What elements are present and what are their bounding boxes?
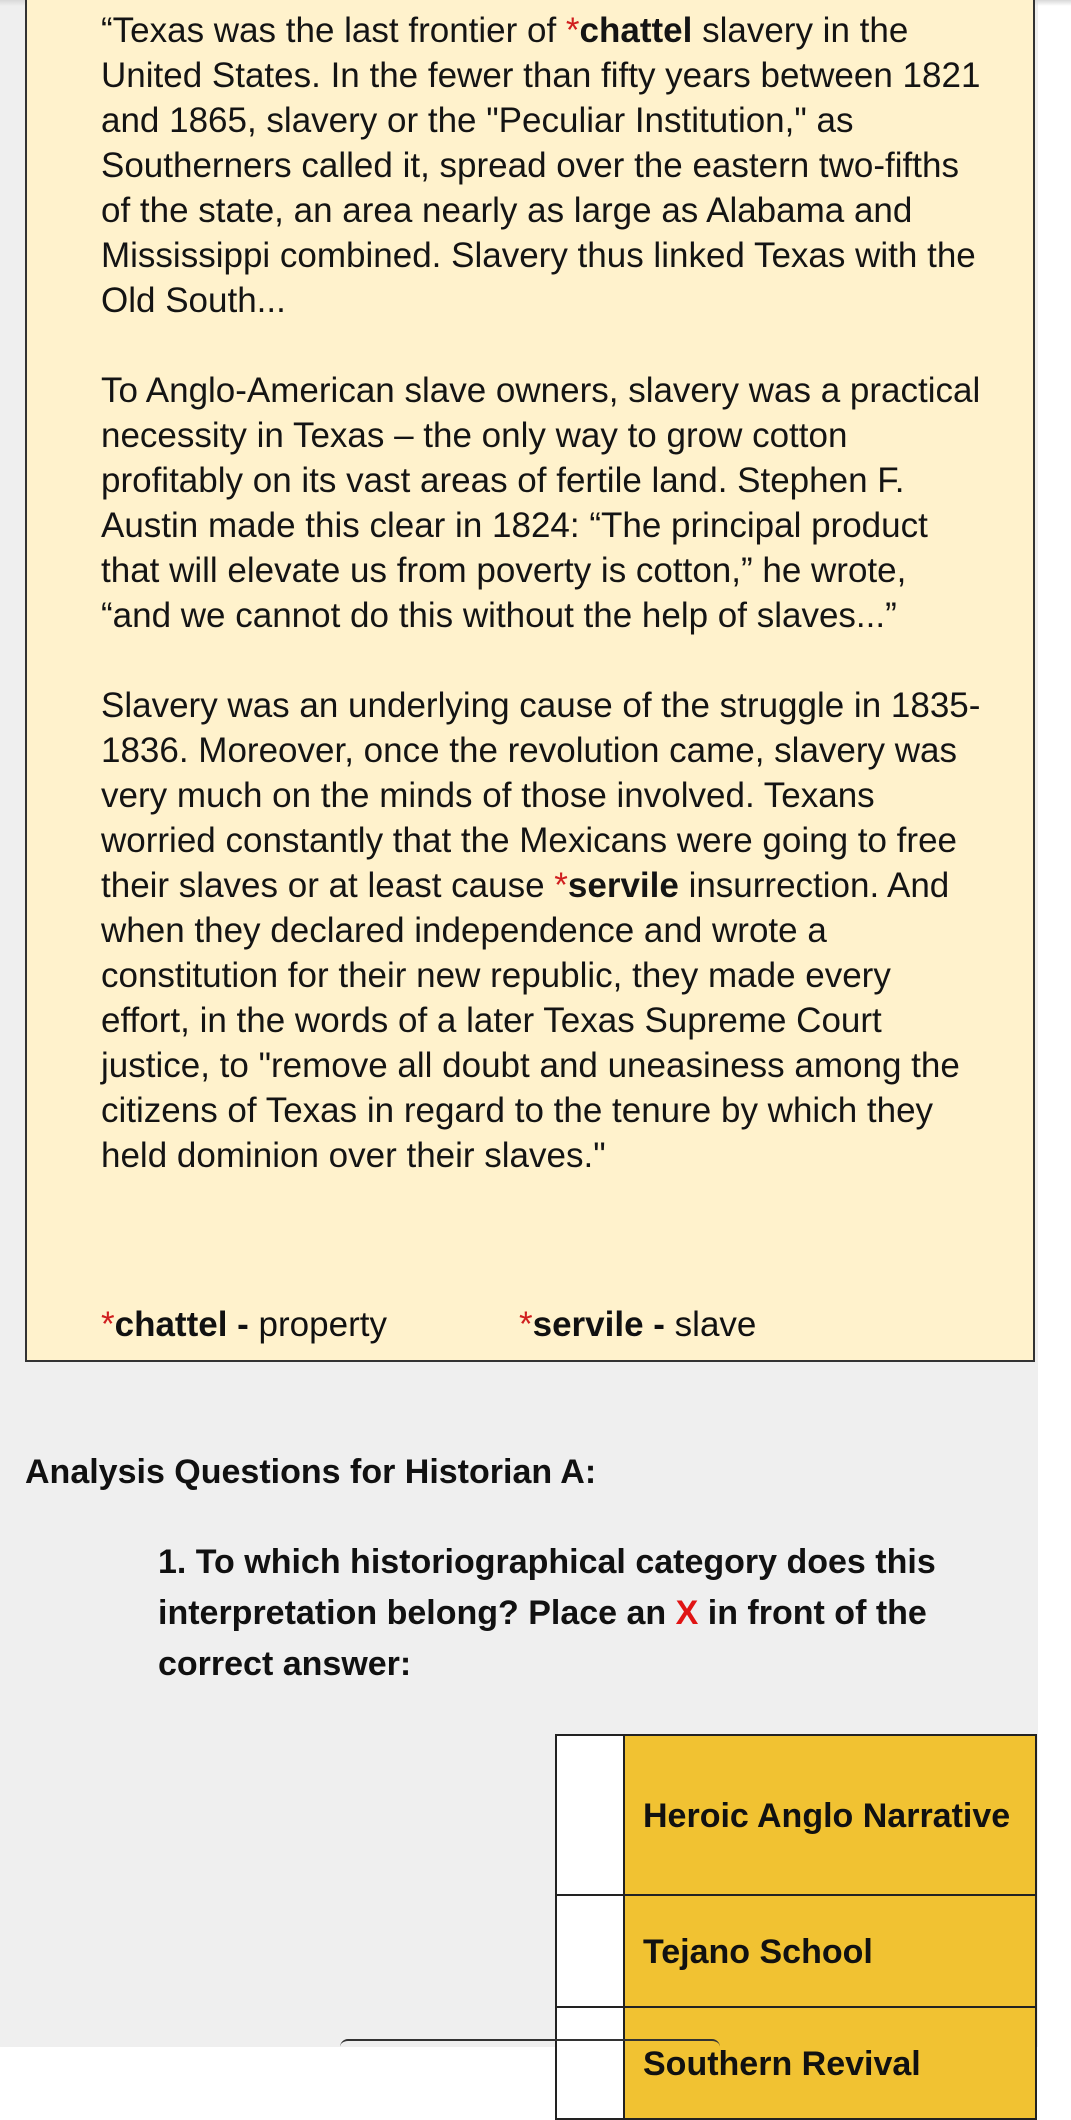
historian-excerpt-text [101,8,981,1223]
answer-mark-x: X [675,1594,699,1632]
glossary-asterisk: * [554,866,568,905]
analysis-questions-heading: Analysis Questions for Historian A: [25,1453,597,1491]
excerpt-text-run: Slavery was an underlying cause of the struggle in 1835-1836. Moreover, once the revolution came, slavery was very much on the minds of those involved. Texans worried constantly that the Mexicans were going to free their slaves or at least cause [101,686,981,905]
glossary-term-chattel: chattel [579,11,693,50]
answer-option-row [556,1735,1036,1895]
answer-checkbox-heroic-anglo-narrative[interactable] [556,1735,624,1895]
answer-label: Heroic Anglo Narrative [624,1735,1036,1895]
excerpt-text-run: insurrection. And when they declared independence and wrote a constitution for their new republic, they made every effort, in the words of a later Texas Supreme Court justice, to "remove all doubt and uneasiness among the citizens of Texas in regard to the tenure by which they held dominion over their slaves." [101,866,960,1175]
question-1 [158,1537,988,1690]
excerpt-paragraph-2: To Anglo-American slave owners, slavery was a practical necessity in Texas – the only way to grow cotton profitably on its vast areas of fertile land. Stephen F. Austin made this clear in 1824: “The principal product that will elevate us from poverty is cotton,” he wrote, “and we cannot do this without the help of slaves...” [101,371,981,635]
glossary-term: servile [532,1305,644,1344]
glossary-item-servile [519,1302,756,1347]
glossary-asterisk: * [101,1305,115,1344]
glossary-term-servile: servile [567,866,679,905]
excerpt-text-run: slavery in the United States. In the fewer than fifty years between 1821 and 1865, slavery or the "Peculiar Institution," as Southerners called it, spread over the eastern two-fifths of the state, an area nearly as large as Alabama and Mississippi combined. Slavery thus linked Texas with the Old South... [101,11,981,320]
glossary-asterisk: * [519,1305,533,1344]
question-text: in front of the correct answer: [158,1594,927,1683]
answer-label: Tejano School [624,1895,1036,2007]
glossary-asterisk: * [565,11,580,50]
glossary [101,1302,757,1347]
answer-option-row [556,1895,1036,2007]
glossary-definition: property [258,1305,387,1344]
excerpt-paragraph-1 [101,8,981,323]
question-text: To which historiographical category does this interpretation belong? Place an [158,1543,936,1632]
excerpt-text-run: “Texas was the last frontier of [101,11,566,50]
answer-label: Southern Revival [624,2007,1036,2119]
glossary-separator: - [227,1305,259,1344]
excerpt-paragraph-3 [101,683,981,1178]
question-number: 1. [158,1543,187,1581]
glossary-separator: - [643,1305,675,1344]
glossary-term: chattel [114,1305,228,1344]
answer-option-row [556,2007,1036,2119]
next-element-border [340,2039,720,2049]
glossary-definition: slave [674,1305,757,1344]
answer-options-table [555,1734,1037,2120]
glossary-item-chattel [101,1302,387,1347]
answer-checkbox-southern-revival[interactable] [556,2007,624,2119]
answer-checkbox-tejano-school[interactable] [556,1895,624,2007]
